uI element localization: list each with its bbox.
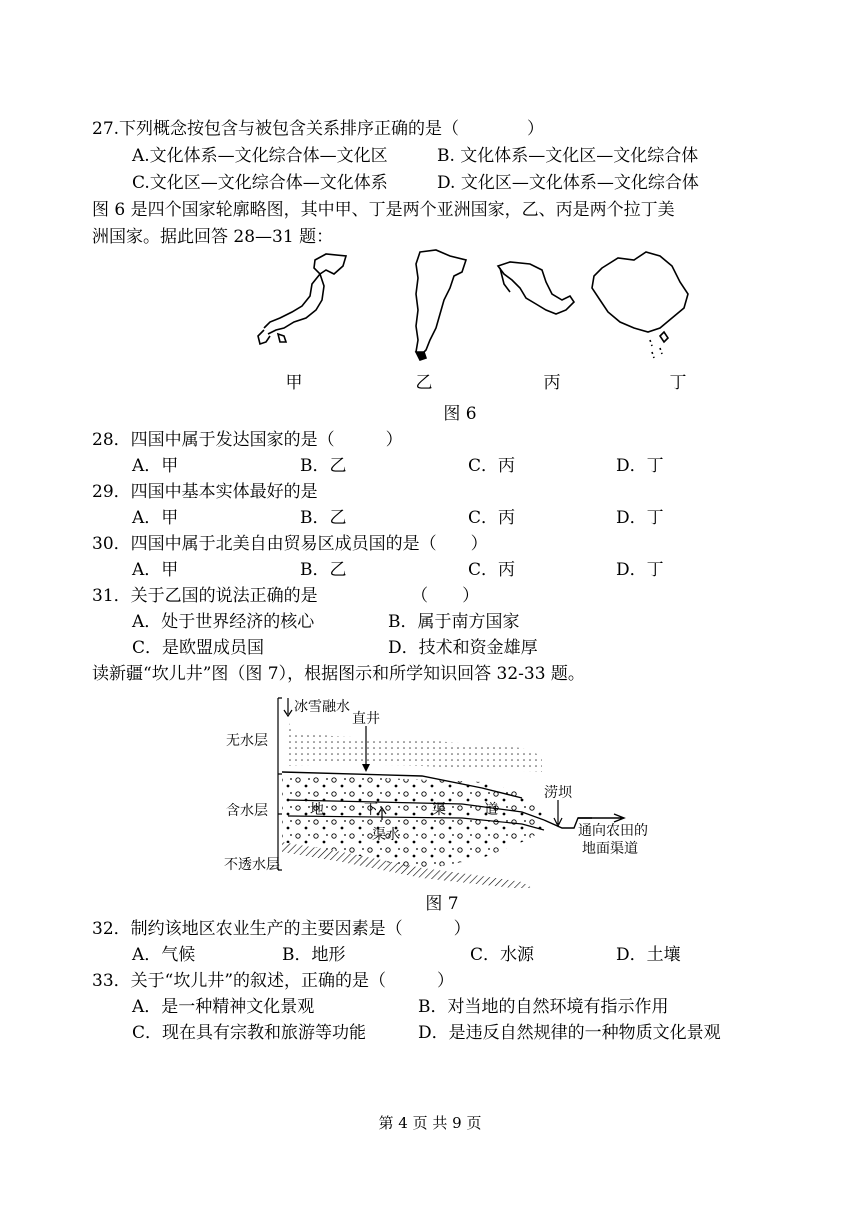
label-outlet-1: 通向农田的 [578,823,648,839]
q29-option-c: C．丙 [468,508,516,528]
q30-option-d: D．丁 [616,560,664,580]
q33-option-c: C．现在具有宗教和旅游等功能 [132,1023,367,1043]
q31-option-c: C．是欧盟成员国 [132,638,265,658]
label-channel-char-2: 下 [364,802,378,818]
q27-option-a: A.文化体系—文化综合体—文化区 [132,146,388,166]
label-aquifer-layer: 含水层 [226,803,268,819]
q27-option-b: B. 文化体系—文化区—文化综合体 [437,146,699,166]
label-channel-char-3: 渠 [432,802,446,818]
outline-japan-icon [258,254,346,344]
q30-option-a: A．甲 [132,560,179,580]
fig6-label-yi: 乙 [415,373,433,393]
q30-stem: 30．四国中属于北美自由贸易区成员国的是（ ） [92,534,488,554]
label-dam: 涝坝 [544,785,572,801]
q27-option-c: C.文化区—文化综合体—文化体系 [132,173,388,193]
q33-option-d: D．是违反自然规律的一种物质文化景观 [418,1023,721,1043]
q30-option-c: C．丙 [468,560,516,580]
q32-option-a: A．气候 [132,945,196,965]
q29-option-a: A．甲 [132,508,179,528]
intro-fig7: 读新疆“坎儿井”图（图 7），根据图示和所学知识回答 32-33 题。 [92,664,585,684]
label-channel-char-4: 道 [484,802,498,818]
fig6-label-jia: 甲 [285,373,303,393]
intro-fig6-line1: 图 6 是四个国家轮廓略图，其中甲、丁是两个亚洲国家，乙、丙是两个拉丁美 [92,200,675,220]
q29-option-b: B．乙 [300,508,347,528]
label-vertical-well: 直井 [352,711,380,727]
fig6-caption: 图 6 [443,404,477,424]
fig7-caption: 图 7 [425,894,459,914]
q27-stem: 27.下列概念按包含与被包含关系排序正确的是（ ） [92,119,545,139]
q28-option-d: D．丁 [616,456,664,476]
outline-china-icon [592,252,688,358]
q30-option-b: B．乙 [300,560,347,580]
label-outlet-2: 地面渠道 [582,841,638,857]
q29-stem: 29．四国中基本实体最好的是 [92,482,318,502]
q33-stem: 33．关于“坎儿井”的叙述，正确的是（ ） [92,971,455,991]
q32-option-c: C．水源 [470,945,535,965]
fig6-label-bing: 丙 [543,373,561,393]
q31-option-d: D．技术和资金雄厚 [388,638,538,658]
q33-option-b: B．对当地的自然环境有指示作用 [418,997,669,1017]
label-impermeable-layer: 不透水层 [224,857,280,873]
q28-option-c: C．丙 [468,456,516,476]
q31-option-a: A．处于世界经济的核心 [132,612,315,632]
q31-option-b: B．属于南方国家 [388,612,520,632]
figure-6-country-outlines [240,248,700,368]
q28-option-a: A．甲 [132,456,179,476]
q27-option-d: D. 文化区—文化体系—文化综合体 [437,173,699,193]
label-channel-char-1: 地 [310,802,324,818]
figure-7-karez-diagram [222,692,662,892]
q31-stem: 31．关于乙国的说法正确的是 （ ） [92,586,480,606]
karez-cross-section-icon [222,692,662,892]
q28-stem: 28．四国中属于发达国家的是（ ） [92,430,403,450]
q29-option-d: D．丁 [616,508,664,528]
q32-option-b: B．地形 [282,945,346,965]
q32-option-d: D．土壤 [616,945,681,965]
page-footer: 第 4 页 共 9 页 [378,1114,482,1132]
q33-option-a: A．是一种精神文化景观 [132,997,315,1017]
intro-fig6-line2: 洲国家。据此回答 28—31 题： [92,227,334,247]
q28-option-b: B．乙 [300,456,347,476]
outline-mexico-icon [498,262,574,314]
q32-stem: 32．制约该地区农业生产的主要因素是（ ） [92,919,471,939]
outline-argentina-icon [416,250,466,360]
label-dry-layer: 无水层 [226,733,268,749]
label-channel-water: 渠水 [372,827,400,843]
fig6-label-ding: 丁 [669,373,687,393]
label-meltwater: 冰雪融水 [294,699,350,715]
